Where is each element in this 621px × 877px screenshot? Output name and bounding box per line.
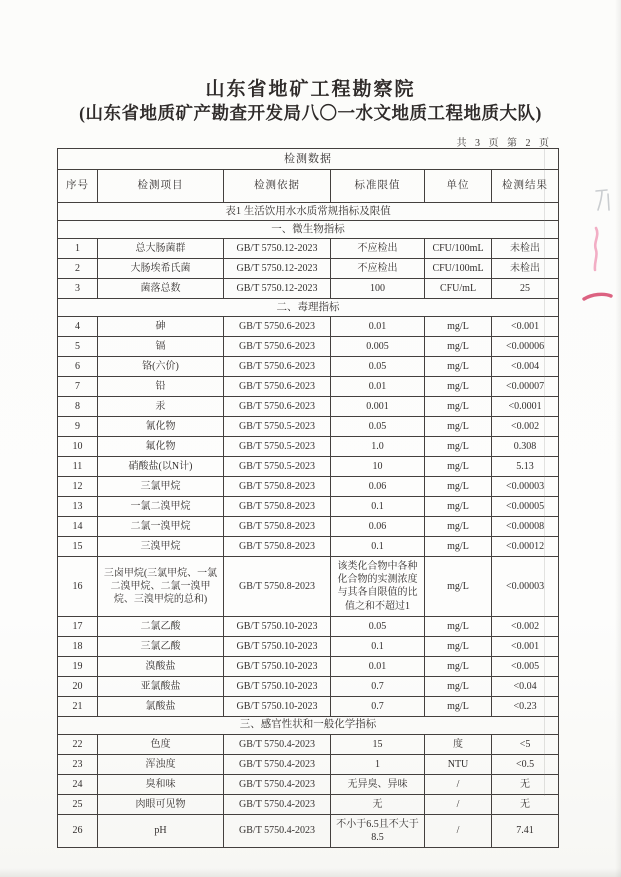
row-index: 6 bbox=[58, 357, 98, 377]
test-result: <0.005 bbox=[492, 656, 559, 676]
table-row bbox=[58, 656, 559, 676]
test-method: GB/T 5750.10-2023 bbox=[224, 696, 331, 716]
unit: / bbox=[425, 794, 492, 814]
row-index: 18 bbox=[58, 636, 98, 656]
item-name: 氯酸盐 bbox=[98, 696, 224, 716]
item-name: 菌落总数 bbox=[98, 279, 224, 299]
test-data-table bbox=[57, 148, 559, 848]
item-name: 砷 bbox=[98, 317, 224, 337]
document-subtitle: (山东省地质矿产勘查开发局八〇一水文地质工程地质大队) bbox=[79, 103, 542, 123]
section-title: 三、感官性状和一般化学指标 bbox=[58, 716, 559, 734]
table-row bbox=[58, 477, 559, 497]
test-result: 无 bbox=[492, 774, 559, 794]
test-method: GB/T 5750.5-2023 bbox=[224, 417, 331, 437]
unit: mg/L bbox=[425, 457, 492, 477]
test-result: <0.04 bbox=[492, 676, 559, 696]
item-name: 汞 bbox=[98, 397, 224, 417]
unit: NTU bbox=[425, 754, 492, 774]
table-row bbox=[58, 457, 559, 477]
section-title: 二、毒理指标 bbox=[58, 299, 559, 317]
item-name: 色度 bbox=[98, 734, 224, 754]
row-index: 1 bbox=[58, 239, 98, 259]
test-method: GB/T 5750.12-2023 bbox=[224, 259, 331, 279]
table-row bbox=[58, 377, 559, 397]
standard-limit: 0.001 bbox=[331, 397, 425, 417]
standard-limit: 无 bbox=[331, 794, 425, 814]
standard-limit: 15 bbox=[331, 734, 425, 754]
table-caption-row bbox=[58, 149, 559, 170]
test-result: <0.0001 bbox=[492, 397, 559, 417]
unit: mg/L bbox=[425, 477, 492, 497]
row-index: 2 bbox=[58, 259, 98, 279]
table-row bbox=[58, 497, 559, 517]
unit: CFU/mL bbox=[425, 279, 492, 299]
item-name: 二氯乙酸 bbox=[98, 616, 224, 636]
standard-limit: 0.7 bbox=[331, 676, 425, 696]
column-header: 检测结果 bbox=[492, 170, 559, 203]
table-row bbox=[58, 734, 559, 754]
item-name: 三卤甲烷(三氯甲烷、一氯二溴甲烷、二氯一溴甲烷、三溴甲烷的总和) bbox=[98, 557, 224, 617]
table-row bbox=[58, 357, 559, 377]
table-row bbox=[58, 814, 559, 847]
row-index: 9 bbox=[58, 417, 98, 437]
table-row bbox=[58, 517, 559, 537]
test-result: <0.001 bbox=[492, 317, 559, 337]
standard-limit: 0.05 bbox=[331, 417, 425, 437]
table-row bbox=[58, 437, 559, 457]
standard-limit: 0.05 bbox=[331, 616, 425, 636]
item-name: 三溴甲烷 bbox=[98, 537, 224, 557]
standard-limit: 不小于6.5且不大于8.5 bbox=[331, 814, 425, 847]
row-index: 23 bbox=[58, 754, 98, 774]
table-row bbox=[58, 636, 559, 656]
item-name: 铅 bbox=[98, 377, 224, 397]
item-name: 大肠埃希氏菌 bbox=[98, 259, 224, 279]
test-result: <0.001 bbox=[492, 636, 559, 656]
row-index: 4 bbox=[58, 317, 98, 337]
row-index: 14 bbox=[58, 517, 98, 537]
unit: mg/L bbox=[425, 676, 492, 696]
standard-limit: 100 bbox=[331, 279, 425, 299]
row-index: 13 bbox=[58, 497, 98, 517]
test-method: GB/T 5750.4-2023 bbox=[224, 754, 331, 774]
standard-limit: 0.06 bbox=[331, 517, 425, 537]
unit: mg/L bbox=[425, 397, 492, 417]
test-result: <0.5 bbox=[492, 754, 559, 774]
document-title: 山东省地矿工程勘察院 bbox=[205, 79, 416, 100]
section-header-row bbox=[58, 716, 559, 734]
test-method: GB/T 5750.4-2023 bbox=[224, 814, 331, 847]
standard-limit: 0.1 bbox=[331, 497, 425, 517]
scan-edge-shadow bbox=[615, 0, 621, 877]
unit: mg/L bbox=[425, 557, 492, 617]
row-index: 26 bbox=[58, 814, 98, 847]
test-result: <0.00007 bbox=[492, 377, 559, 397]
test-result: <0.23 bbox=[492, 696, 559, 716]
table-row bbox=[58, 259, 559, 279]
row-index: 7 bbox=[58, 377, 98, 397]
unit: mg/L bbox=[425, 616, 492, 636]
unit: mg/L bbox=[425, 377, 492, 397]
unit: mg/L bbox=[425, 636, 492, 656]
row-index: 24 bbox=[58, 774, 98, 794]
row-index: 3 bbox=[58, 279, 98, 299]
test-result: <0.00008 bbox=[492, 517, 559, 537]
test-method: GB/T 5750.12-2023 bbox=[224, 239, 331, 259]
item-name: 二氯一溴甲烷 bbox=[98, 517, 224, 537]
test-method: GB/T 5750.5-2023 bbox=[224, 437, 331, 457]
item-name: 氟化物 bbox=[98, 437, 224, 457]
item-name: 肉眼可见物 bbox=[98, 794, 224, 814]
standard-limit: 0.06 bbox=[331, 477, 425, 497]
table-row bbox=[58, 696, 559, 716]
item-name: 三氯乙酸 bbox=[98, 636, 224, 656]
test-result: <0.00006 bbox=[492, 337, 559, 357]
standard-limit: 0.01 bbox=[331, 317, 425, 337]
standard-limit: 0.01 bbox=[331, 656, 425, 676]
page-number-info: 共 3 页 第 2 页 bbox=[456, 138, 552, 149]
standard-limit: 无异臭、异味 bbox=[331, 774, 425, 794]
test-result: 未检出 bbox=[492, 239, 559, 259]
column-header: 检测项目 bbox=[98, 170, 224, 203]
item-name: 臭和味 bbox=[98, 774, 224, 794]
test-method: GB/T 5750.10-2023 bbox=[224, 656, 331, 676]
unit: / bbox=[425, 814, 492, 847]
unit: / bbox=[425, 774, 492, 794]
unit: mg/L bbox=[425, 317, 492, 337]
test-method: GB/T 5750.8-2023 bbox=[224, 517, 331, 537]
item-name: 浑浊度 bbox=[98, 754, 224, 774]
section-title: 一、微生物指标 bbox=[58, 221, 559, 239]
test-method: GB/T 5750.10-2023 bbox=[224, 616, 331, 636]
row-index: 12 bbox=[58, 477, 98, 497]
test-method: GB/T 5750.6-2023 bbox=[224, 317, 331, 337]
test-result: <0.002 bbox=[492, 417, 559, 437]
test-method: GB/T 5750.8-2023 bbox=[224, 477, 331, 497]
test-result: 无 bbox=[492, 794, 559, 814]
table-row bbox=[58, 317, 559, 337]
item-name: pH bbox=[98, 814, 224, 847]
item-name: 氰化物 bbox=[98, 417, 224, 437]
standard-limit: 该类化合物中各种化合物的实测浓度与其各自限值的比值之和不超过1 bbox=[331, 557, 425, 617]
unit: mg/L bbox=[425, 517, 492, 537]
standard-limit: 0.005 bbox=[331, 337, 425, 357]
item-name: 亚氯酸盐 bbox=[98, 676, 224, 696]
red-stamp-dash bbox=[584, 294, 611, 299]
table-row bbox=[58, 754, 559, 774]
table-row bbox=[58, 239, 559, 259]
unit: mg/L bbox=[425, 437, 492, 457]
pink-stamp-stroke bbox=[595, 228, 597, 270]
red-stamp-marks bbox=[575, 178, 621, 323]
test-method: GB/T 5750.6-2023 bbox=[224, 357, 331, 377]
item-name: 硝酸盐(以N计) bbox=[98, 457, 224, 477]
test-method: GB/T 5750.12-2023 bbox=[224, 279, 331, 299]
row-index: 16 bbox=[58, 557, 98, 617]
test-method: GB/T 5750.6-2023 bbox=[224, 377, 331, 397]
standard-limit: 1.0 bbox=[331, 437, 425, 457]
test-method: GB/T 5750.6-2023 bbox=[224, 397, 331, 417]
table-row bbox=[58, 337, 559, 357]
unit: CFU/100mL bbox=[425, 239, 492, 259]
test-method: GB/T 5750.4-2023 bbox=[224, 774, 331, 794]
row-index: 22 bbox=[58, 734, 98, 754]
unit: CFU/100mL bbox=[425, 259, 492, 279]
table-row bbox=[58, 397, 559, 417]
test-result: 25 bbox=[492, 279, 559, 299]
item-name: 镉 bbox=[98, 337, 224, 357]
test-method: GB/T 5750.8-2023 bbox=[224, 537, 331, 557]
unit: mg/L bbox=[425, 696, 492, 716]
unit: mg/L bbox=[425, 337, 492, 357]
table-row bbox=[58, 616, 559, 636]
test-result: 7.41 bbox=[492, 814, 559, 847]
row-index: 25 bbox=[58, 794, 98, 814]
column-header: 检测依据 bbox=[224, 170, 331, 203]
test-method: GB/T 5750.10-2023 bbox=[224, 636, 331, 656]
standard-limit: 0.7 bbox=[331, 696, 425, 716]
unit: mg/L bbox=[425, 417, 492, 437]
unit: mg/L bbox=[425, 357, 492, 377]
row-index: 21 bbox=[58, 696, 98, 716]
test-result: 5.13 bbox=[492, 457, 559, 477]
test-result: <0.00003 bbox=[492, 557, 559, 617]
row-index: 8 bbox=[58, 397, 98, 417]
table-header-row bbox=[58, 170, 559, 203]
standard-limit: 0.1 bbox=[331, 537, 425, 557]
test-method: GB/T 5750.5-2023 bbox=[224, 457, 331, 477]
test-result: <0.00005 bbox=[492, 497, 559, 517]
section-header-row bbox=[58, 221, 559, 239]
column-header: 单位 bbox=[425, 170, 492, 203]
column-header: 序号 bbox=[58, 170, 98, 203]
test-method: GB/T 5750.8-2023 bbox=[224, 557, 331, 617]
test-method: GB/T 5750.4-2023 bbox=[224, 794, 331, 814]
row-index: 11 bbox=[58, 457, 98, 477]
table-title: 表1 生活饮用水水质常规指标及限值 bbox=[58, 203, 559, 221]
section-header-row bbox=[58, 299, 559, 317]
table-row bbox=[58, 557, 559, 617]
table-row bbox=[58, 417, 559, 437]
standard-limit: 0.01 bbox=[331, 377, 425, 397]
grey-pen-mark bbox=[596, 190, 609, 210]
row-index: 15 bbox=[58, 537, 98, 557]
unit: mg/L bbox=[425, 497, 492, 517]
table-row bbox=[58, 537, 559, 557]
item-name: 溴酸盐 bbox=[98, 656, 224, 676]
standard-limit: 1 bbox=[331, 754, 425, 774]
table-caption: 检测数据 bbox=[58, 149, 559, 170]
test-result: 未检出 bbox=[492, 259, 559, 279]
test-method: GB/T 5750.6-2023 bbox=[224, 337, 331, 357]
table-row bbox=[58, 774, 559, 794]
standard-limit: 0.05 bbox=[331, 357, 425, 377]
test-result: 0.308 bbox=[492, 437, 559, 457]
table-row bbox=[58, 794, 559, 814]
table-row bbox=[58, 279, 559, 299]
test-result: <0.00012 bbox=[492, 537, 559, 557]
table-row bbox=[58, 676, 559, 696]
column-header: 标准限值 bbox=[331, 170, 425, 203]
unit: 度 bbox=[425, 734, 492, 754]
table-title-row bbox=[58, 203, 559, 221]
test-result: <0.002 bbox=[492, 616, 559, 636]
standard-limit: 不应检出 bbox=[331, 239, 425, 259]
row-index: 19 bbox=[58, 656, 98, 676]
unit: mg/L bbox=[425, 537, 492, 557]
row-index: 5 bbox=[58, 337, 98, 357]
standard-limit: 0.1 bbox=[331, 636, 425, 656]
item-name: 一氯二溴甲烷 bbox=[98, 497, 224, 517]
row-index: 17 bbox=[58, 616, 98, 636]
item-name: 三氯甲烷 bbox=[98, 477, 224, 497]
row-index: 10 bbox=[58, 437, 98, 457]
test-method: GB/T 5750.10-2023 bbox=[224, 676, 331, 696]
test-result: <5 bbox=[492, 734, 559, 754]
row-index: 20 bbox=[58, 676, 98, 696]
item-name: 铬(六价) bbox=[98, 357, 224, 377]
item-name: 总大肠菌群 bbox=[98, 239, 224, 259]
standard-limit: 10 bbox=[331, 457, 425, 477]
test-method: GB/T 5750.8-2023 bbox=[224, 497, 331, 517]
test-result: <0.004 bbox=[492, 357, 559, 377]
unit: mg/L bbox=[425, 656, 492, 676]
test-method: GB/T 5750.4-2023 bbox=[224, 734, 331, 754]
test-result: <0.00003 bbox=[492, 477, 559, 497]
standard-limit: 不应检出 bbox=[331, 259, 425, 279]
